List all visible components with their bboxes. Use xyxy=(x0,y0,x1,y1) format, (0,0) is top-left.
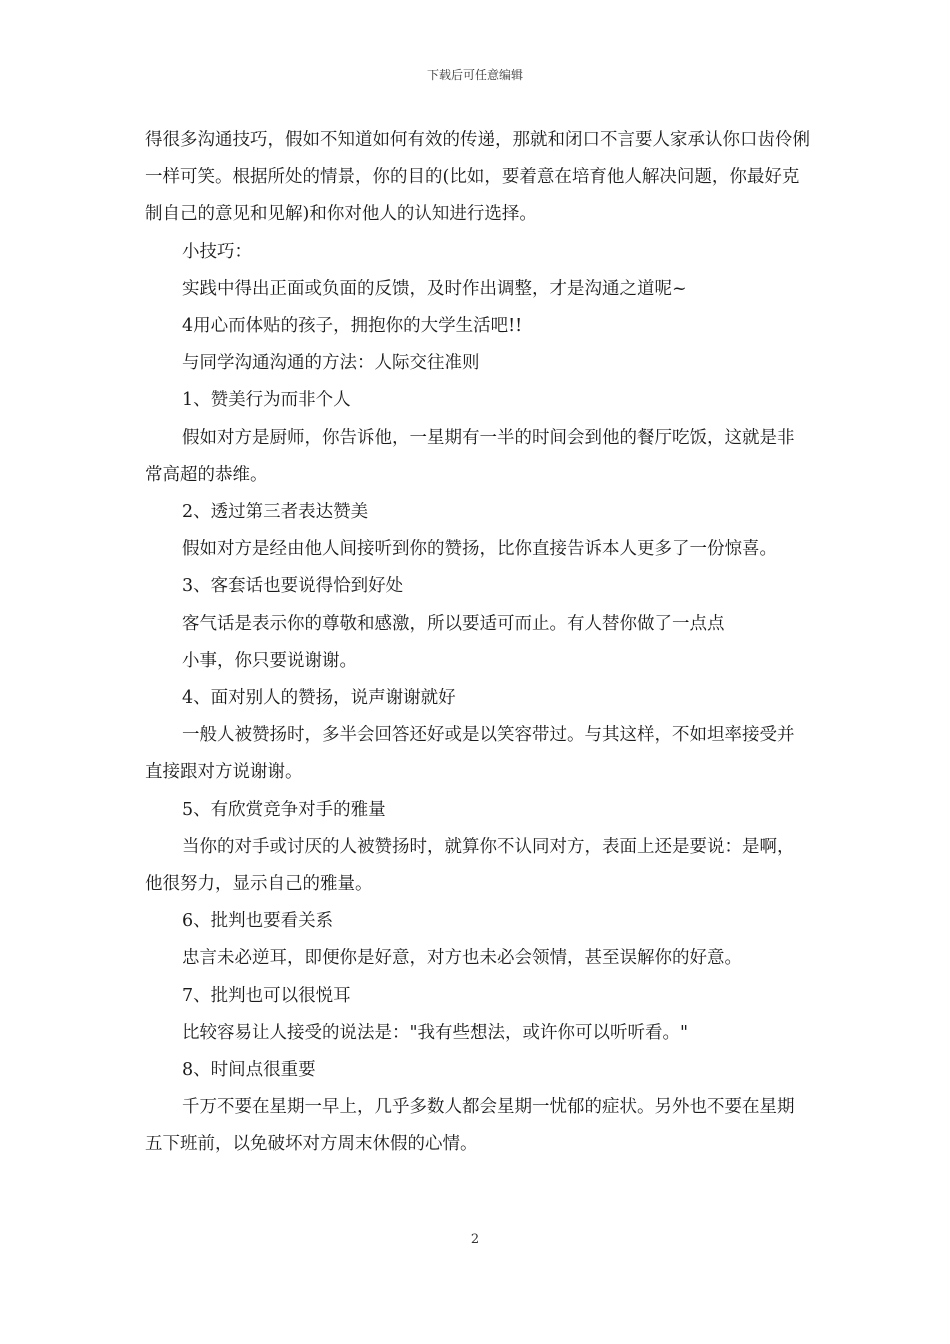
paragraph: 与同学沟通沟通的方法：人际交往准则 xyxy=(182,353,480,374)
page-number: 2 xyxy=(470,1232,480,1247)
section-heading: 1、赞美行为而非个人 xyxy=(182,390,351,411)
paragraph: 小技巧： xyxy=(182,241,252,262)
paragraph: 一般人被赞扬时，多半会回答还好或是以笑容带过。与其这样，不如坦率接受并直接跟对方说谢谢。 xyxy=(145,725,795,783)
paragraph: 客气话是表示你的尊敬和感激，所以要适可而止。有人替你做了一点点 xyxy=(182,613,725,634)
paragraph: 4用心而体贴的孩子，拥抱你的大学生活吧!! xyxy=(182,316,523,337)
document-body xyxy=(145,122,810,1164)
paragraph: 小事，你只要说谢谢。 xyxy=(182,650,357,671)
section-heading: 7、批判也可以很悦耳 xyxy=(182,985,351,1006)
paragraph: 千万不要在星期一早上，几乎多数人都会星期一忧郁的症状。另外也不要在星期五下班前，以免破坏对方周末休假的心情。 xyxy=(145,1097,795,1155)
section-heading: 6、批判也要看关系 xyxy=(182,911,334,932)
paragraph: 得很多沟通技巧，假如不知道如何有效的传递，那就和闭口不言要人家承认你口齿伶俐一样可笑。根据所处的情景，你的目的(比如，要着意在培育他人解决问题，你最好克制自己的意见和见解)和你对他人的认知进行选择。 xyxy=(145,130,810,225)
section-heading: 2、透过第三者表达赞美 xyxy=(182,502,369,523)
paragraph: 实践中得出正面或负面的反馈，及时作出调整，才是沟通之道呢~ xyxy=(182,278,687,299)
paragraph: 假如对方是经由他人间接听到你的赞扬，比你直接告诉本人更多了一份惊喜。 xyxy=(182,539,777,560)
section-heading: 3、客套话也要说得恰到好处 xyxy=(182,576,404,597)
section-heading: 5、有欣赏竞争对手的雅量 xyxy=(182,799,386,820)
page-header: 下载后可任意编辑 xyxy=(426,68,523,82)
paragraph: 忠言未必逆耳，即便你是好意，对方也未必会领情，甚至误解你的好意。 xyxy=(182,948,742,969)
paragraph: 比较容易让人接受的说法是："我有些想法，或许你可以听听看。" xyxy=(182,1022,689,1043)
section-heading: 8、时间点很重要 xyxy=(182,1060,316,1081)
section-heading: 4、面对别人的赞扬，说声谢谢就好 xyxy=(182,688,456,709)
paragraph: 假如对方是厨师，你告诉他，一星期有一半的时间会到他的餐厅吃饭，这就是非常高超的恭维。 xyxy=(145,427,795,485)
paragraph: 当你的对手或讨厌的人被赞扬时，就算你不认同对方，表面上还是要说：是啊，他很努力，显示自己的雅量。 xyxy=(145,836,795,895)
